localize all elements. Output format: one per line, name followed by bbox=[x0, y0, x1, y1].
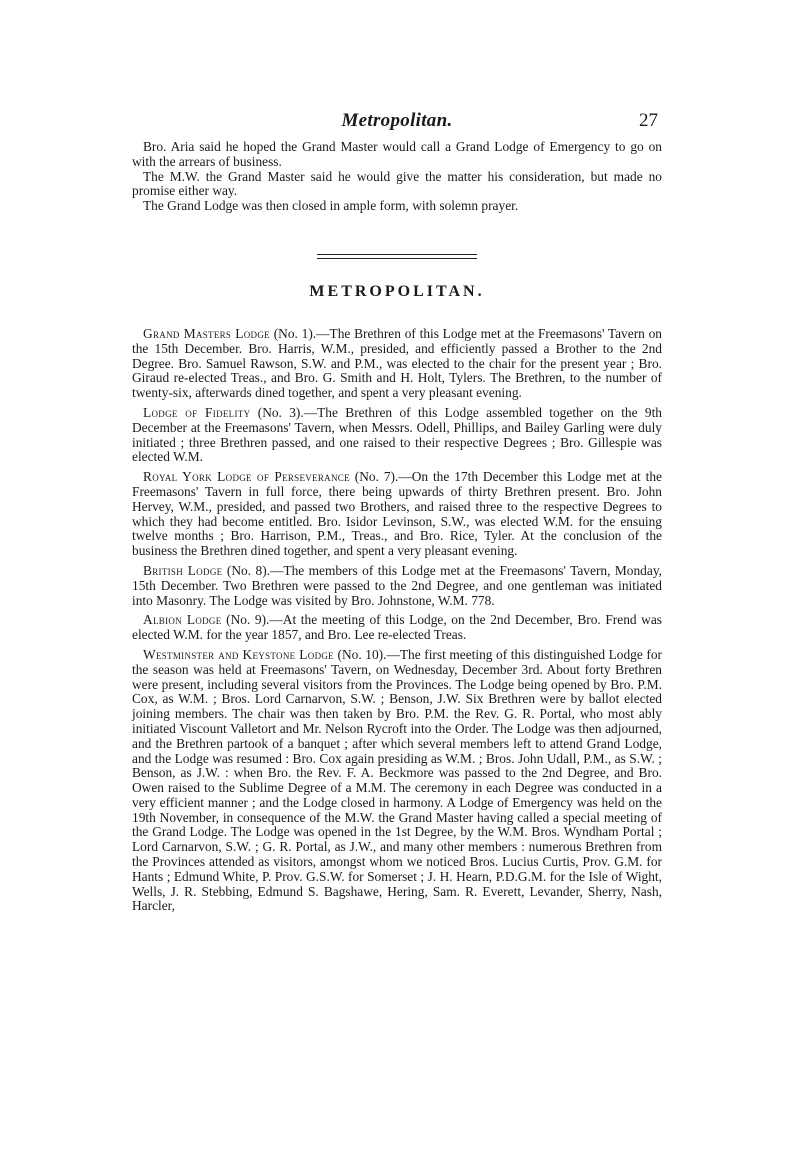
lodge-report-text: (No. 8).—The members of this Lodge met at the Freemasons' Tavern, Monday, 15th December. Two Brethren were passed to the 2nd Degree, and one gentleman was initiated into Masonry. The Lodge was visited by Bro. Johnstone, W.M. 778. bbox=[132, 562, 662, 608]
lodge-name: Albion Lodge bbox=[143, 612, 222, 628]
lodge-report-text: (No. 1).—The Brethren of this Lodge met at the Freemasons' Tavern on the 15th December. Bro. Harris, W.M., presided, and efficiently passed a Brother to the 2nd Degree. Bro. Samuel Rawson, S.W. and P.M., was elected to the chair for the present year ; Bro. Giraud re-elected Treas., and Bro. G. Smith and H. Holt, Tylers. The Brethren, to the number of twenty-six, afterwards dined together, and spent a very pleasant evening. bbox=[132, 325, 662, 401]
opening-paragraph: Bro. Aria said he hoped the Grand Master would call a Grand Lodge of Emergency to go on with the arrears of business. bbox=[132, 139, 662, 169]
lodge-name: Lodge of Fidelity bbox=[143, 404, 251, 420]
lodge-report-text: (No. 3).—The Brethren of this Lodge assembled together on the 9th December at the Freemasons' Tavern, when Messrs. Odell, Phillips, and Bailey Garling were duly initiated ; three Brethren passed, and one raised to their respective Degrees ; Bro. Gillespie was elected W.M. bbox=[132, 404, 662, 465]
running-header bbox=[132, 110, 662, 140]
lodge-report-text: (No. 7).—On the 17th December this Lodge met at the Freemasons' Tavern in full force, there being upwards of thirty Brethren present. Bro. John Hervey, W.M., presided, and passed two Brothers, and raised three to the respective Degrees to which they had become entitled. Bro. Isidor Levinson, S.W., was elected W.M. for the ensuing twelve months ; Bro. Harrison, P.M., Treas., and Bro. Rice, Tyler. At the conclusion of the business the Brethren dined together, and spent a very pleasant evening. bbox=[132, 469, 662, 559]
lodge-name: Grand Masters Lodge bbox=[143, 325, 270, 341]
opening-paragraph: The M.W. the Grand Master said he would give the matter his consideration, but made no promise either way. bbox=[132, 168, 662, 199]
lodge-report-text: (No. 10).—The first meeting of this distinguished Lodge for the season was held at Freemasons' Tavern, on Wednesday, December 3rd. About forty Brethren were present, including several visitors from the Provinces. The Lodge being opened by Bro. P.M. Cox, as W.M. ; Bros. Lord Carnarvon, S.W. ; Benson, J.W. Six Brethren were by ballot elected joining members. The chair was then taken by Bro. P.M. the Rev. G. R. Portal, who most ably initiated Viscount Valletort and Mr. Nelson Rycroft into the Order. The Lodge was then adjourned, and the Brethren partook of a banquet ; after which several members left to attend Grand Lodge, and the Lodge was resumed : Bro. Cox again presiding as W.M. ; Bros. John Udall, P.M., as S.W. ; Benson, as J.W. : when Bro. the Rev. F. A. Beckmore was passed to the 2nd Degree, and Bro. Owen raised to the Sublime Degree of a M.M. The ceremony in each Degree was conducted in a very efficient manner ; and the Lodge closed in harmony. A Lodge of Emergency was held on the 19th November, in consequence of the M.W. the Grand Master having called a special meeting of the Grand Lodge. The Lodge was opened in the 1st Degree, by the W.M. Bros. Wyndham Portal ; Lord Carnarvon, S.W. ; G. R. Portal, as J.W., and many other members : numerous Brethren from the Provinces attended as visitors, amongst whom we noticed Bros. Lucius Curtis, Prov. G.M. for Hants ; Edmund White, P. Prov. G.S.W. for Somerset ; J. H. Hearn, P.D.G.M. for the Isle of Wight, Wells, J. R. Stebbing, Edmund S. Bagshawe, Hering, Sam. R. Everett, Levander, Sherry, Nash, Harcler, bbox=[132, 646, 662, 914]
running-title: Metropolitan. bbox=[341, 110, 453, 131]
page-number: 27 bbox=[639, 110, 658, 131]
lodge-report bbox=[132, 327, 662, 401]
lodge-report bbox=[132, 564, 662, 608]
lodge-name: Westminster and Keystone Lodge bbox=[143, 646, 334, 662]
lodge-name: Royal York Lodge of Perseverance bbox=[143, 469, 350, 485]
lodge-report bbox=[132, 648, 662, 914]
lodge-report bbox=[132, 613, 662, 643]
section-title: METROPOLITAN. bbox=[309, 282, 485, 300]
opening-paragraph: The Grand Lodge was then closed in ample form, with solemn prayer. bbox=[143, 198, 519, 214]
lodge-report-text: (No. 9).—At the meeting of this Lodge, on the 2nd December, Bro. Frend was elected W.M. for the year 1857, and Bro. Lee re-elected Treas. bbox=[132, 612, 662, 643]
document-page bbox=[132, 110, 662, 919]
lodge-name: British Lodge bbox=[143, 562, 223, 578]
lodge-report bbox=[132, 406, 662, 465]
lodge-report bbox=[132, 470, 662, 559]
lodge-reports bbox=[132, 327, 662, 914]
section-divider bbox=[317, 254, 477, 259]
opening-paragraphs bbox=[132, 140, 662, 214]
